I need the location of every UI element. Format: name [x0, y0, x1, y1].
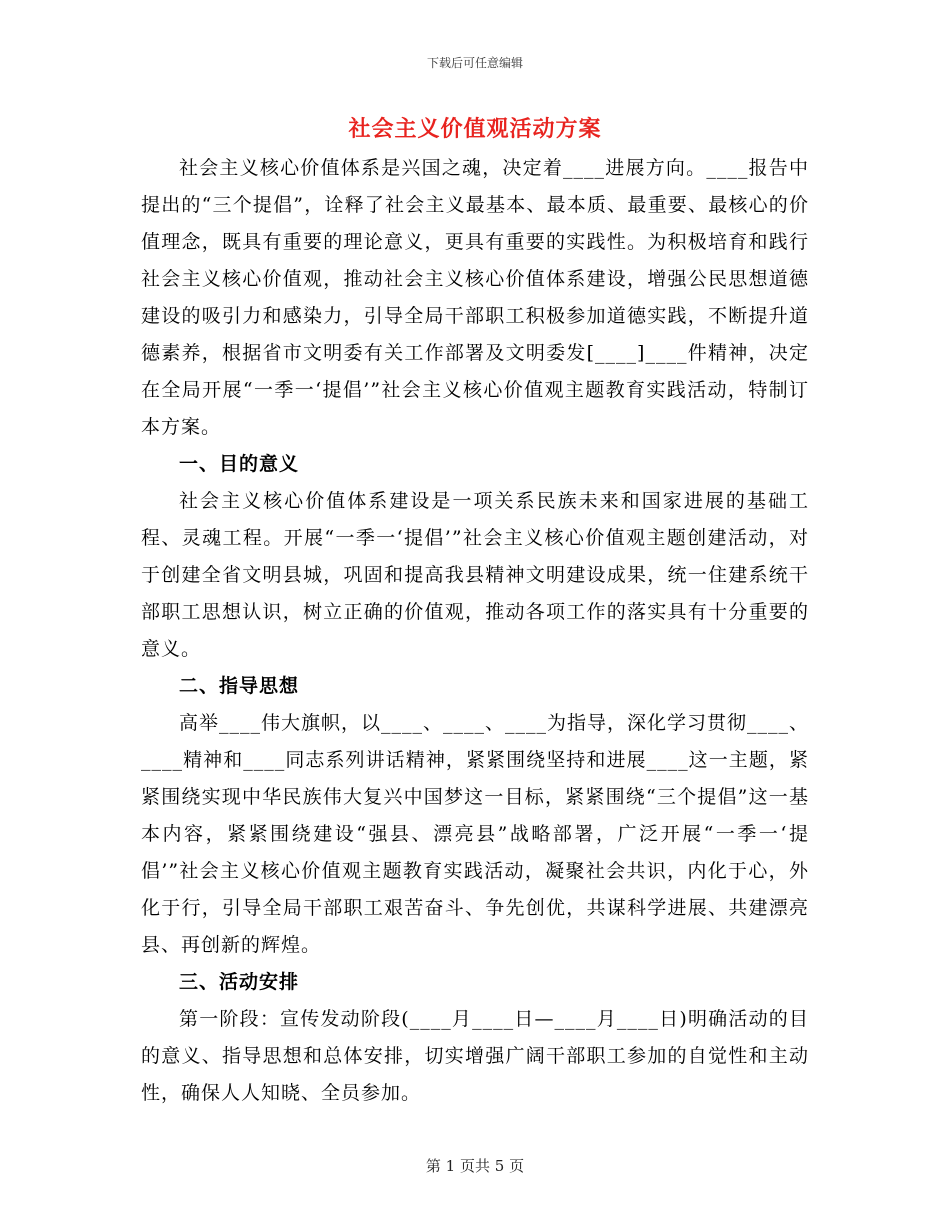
page-header: 下载后可任意编辑: [426, 56, 523, 70]
paragraph-purpose: 社会主义核心价值体系建设是一项关系民族未来和国家进展的基础工程、灵魂工程。开展“一季一‘提倡’”社会主义核心价值观主题创建活动，对于创建全省文明县城，巩固和提高我县精神文明建设成果，统一住建系统干部职工思想认识，树立正确的价值观，推动各项工作的落实具有十分重要的意义。: [141, 490, 809, 660]
section-heading-activity-plan: 三、活动安排: [179, 971, 300, 993]
section-heading-guiding-thought: 二、指导思想: [179, 675, 300, 697]
paragraph-guiding-thought: 高举____伟大旗帜，以____、____、____为指导，深化学习贯彻____、____精神和____同志系列讲话精神，紧紧围绕坚持和进展____这一主题，紧紧围绕实现中华民族伟大复兴中国梦这一目标，紧紧围绕“三个提倡”这一基本内容，紧紧围绕建设“强县、漂亮县”战略部署，广泛开展“一季一‘提倡’”社会主义核心价值观主题教育实践活动，凝聚社会共识，内化于心，外化于行，引导全局干部职工艰苦奋斗、争先创优，共谋科学进展、共建漂亮县、再创新的辉煌。: [141, 712, 810, 956]
document-body: [141, 150, 809, 1112]
paragraph-stage-one: 第一阶段：宣传发动阶段(____月____日—____月____日)明确活动的目的意义、指导思想和总体安排，切实增强广阔干部职工参加的自觉性和主动性，确保人人知晓、全员参加。: [141, 1008, 809, 1104]
page-footer: 第 1 页共 5 页: [425, 1157, 525, 1175]
document-title: 社会主义价值观活动方案: [348, 116, 602, 142]
paragraph-intro: 社会主义核心价值体系是兴国之魂，决定着____进展方向。____报告中提出的“三个提倡”，诠释了社会主义最基本、最本质、最重要、最核心的价值理念，既具有重要的理论意义，更具有重要的实践性。为积极培育和践行社会主义核心价值观，推动社会主义核心价值体系建设，增强公民思想道德建设的吸引力和感染力，引导全局干部职工积极参加道德实践，不断提升道德素养，根据省市文明委有关工作部署及文明委发[____]____件精神，决定在全局开展“一季一‘提倡’”社会主义核心价值观主题教育实践活动，特制订本方案。: [141, 157, 809, 438]
section-heading-purpose: 一、目的意义: [179, 453, 300, 475]
